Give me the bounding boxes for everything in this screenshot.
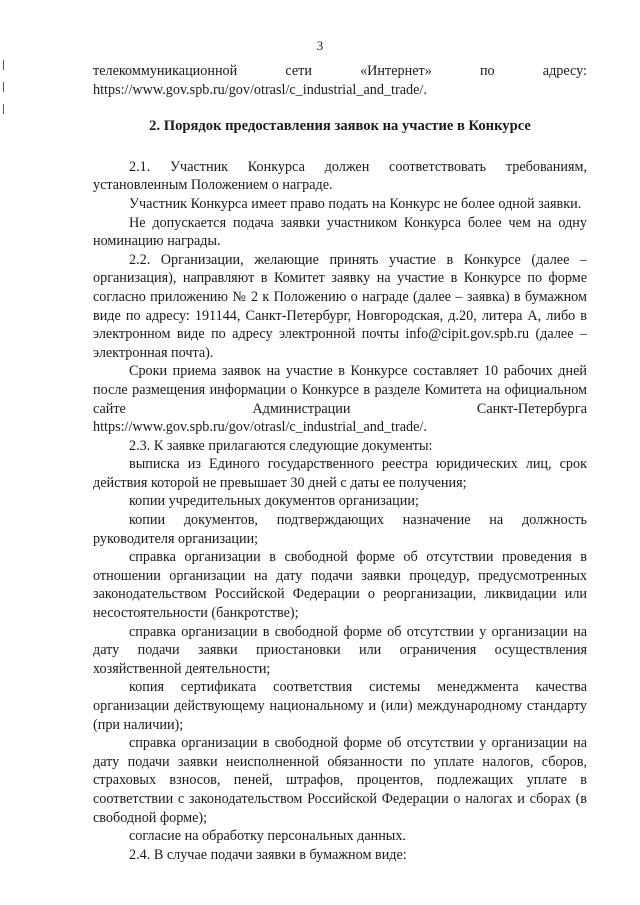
margin-mark <box>3 104 4 114</box>
margin-marks <box>3 60 6 126</box>
list-item: выписка из Единого государственного реестра юридических лиц, срок действия которой не превышает 30 дней с даты ее получения; <box>93 456 587 491</box>
paragraph: Сроки приема заявок на участие в Конкурсе составляет 10 рабочих дней после размещения информации о Конкурсе в разделе Комитета на официальном сайте Администрации Санкт-Петербурга https://www.gov.spb.ru/gov/otrasl/c_industrial_and_trade/. <box>93 363 587 436</box>
list-item: копии учредительных документов организации; <box>129 493 419 510</box>
paragraph-continuation: телекоммуникационной сети «Интернет» по адресу: https://www.gov.spb.ru/gov/otrasl/c_industrial_and_trade/. <box>93 63 587 98</box>
document-body <box>93 62 587 864</box>
list-item: справка организации в свободной форме об отсутствии проведения в отношении организации на дату подачи заявки процедур, предусмотренных законодательством Российской Федерации о реорганизации, ликвидации или несостоятельности (банкротстве); <box>93 549 587 622</box>
list-item: копии документов, подтверждающих назначение на должность руководителя организации; <box>93 512 587 547</box>
margin-mark <box>3 82 4 92</box>
page-number: 3 <box>316 38 324 53</box>
list-item: копия сертификата соответствия системы менеджмента качества организации действующему национальному и (или) международному стандарту (при наличии); <box>93 679 587 733</box>
paragraph-2-4: 2.4. В случае подачи заявки в бумажном виде: <box>129 846 407 863</box>
paragraph-2-1: 2.1. Участник Конкурса должен соответствовать требованиям, установленным Положением о награде. <box>93 158 587 194</box>
paragraph: Не допускается подача заявки участником Конкурса более чем на одну номинацию награды. <box>93 214 587 250</box>
list-item: справка организации в свободной форме об отсутствии у организации на дату подачи заявки приостановки или ограничения осуществления хозяйственной деятельности; <box>93 623 587 677</box>
paragraph: Участник Конкурса имеет право подать на Конкурс не более одной заявки. <box>129 195 582 212</box>
paragraph-2-3: 2.3. К заявке прилагаются следующие документы: <box>129 437 433 454</box>
list-item: справка организации в свободной форме об отсутствии у организации на дату подачи заявки неисполненной обязанности по уплате налогов, сборов, страховых взносов, пеней, штрафов, процентов, подлежащих уплате в соответствии с законодательством Российской Федерации о налогах и сборах (в свободной форме); <box>93 735 587 826</box>
paragraph-2-2: 2.2. Организации, желающие принять участие в Конкурсе (далее – организация), направляют в Комитет заявку на участие в Конкурсе по форме согласно приложению № 2 к Положению о награде (далее – заявка) в бумажном виде по адресу: 191144, Санкт-Петербург, Новгородская, д.20, литера А, либо в электронном виде по адресу электронной почты info@cipit.gov.spb.ru (далее – электронная почта). <box>93 251 587 361</box>
margin-mark <box>3 60 4 70</box>
list-item: согласие на обработку персональных данных. <box>129 828 406 845</box>
section-title: 2. Порядок предоставления заявок на участие в Конкурсе <box>149 118 531 135</box>
